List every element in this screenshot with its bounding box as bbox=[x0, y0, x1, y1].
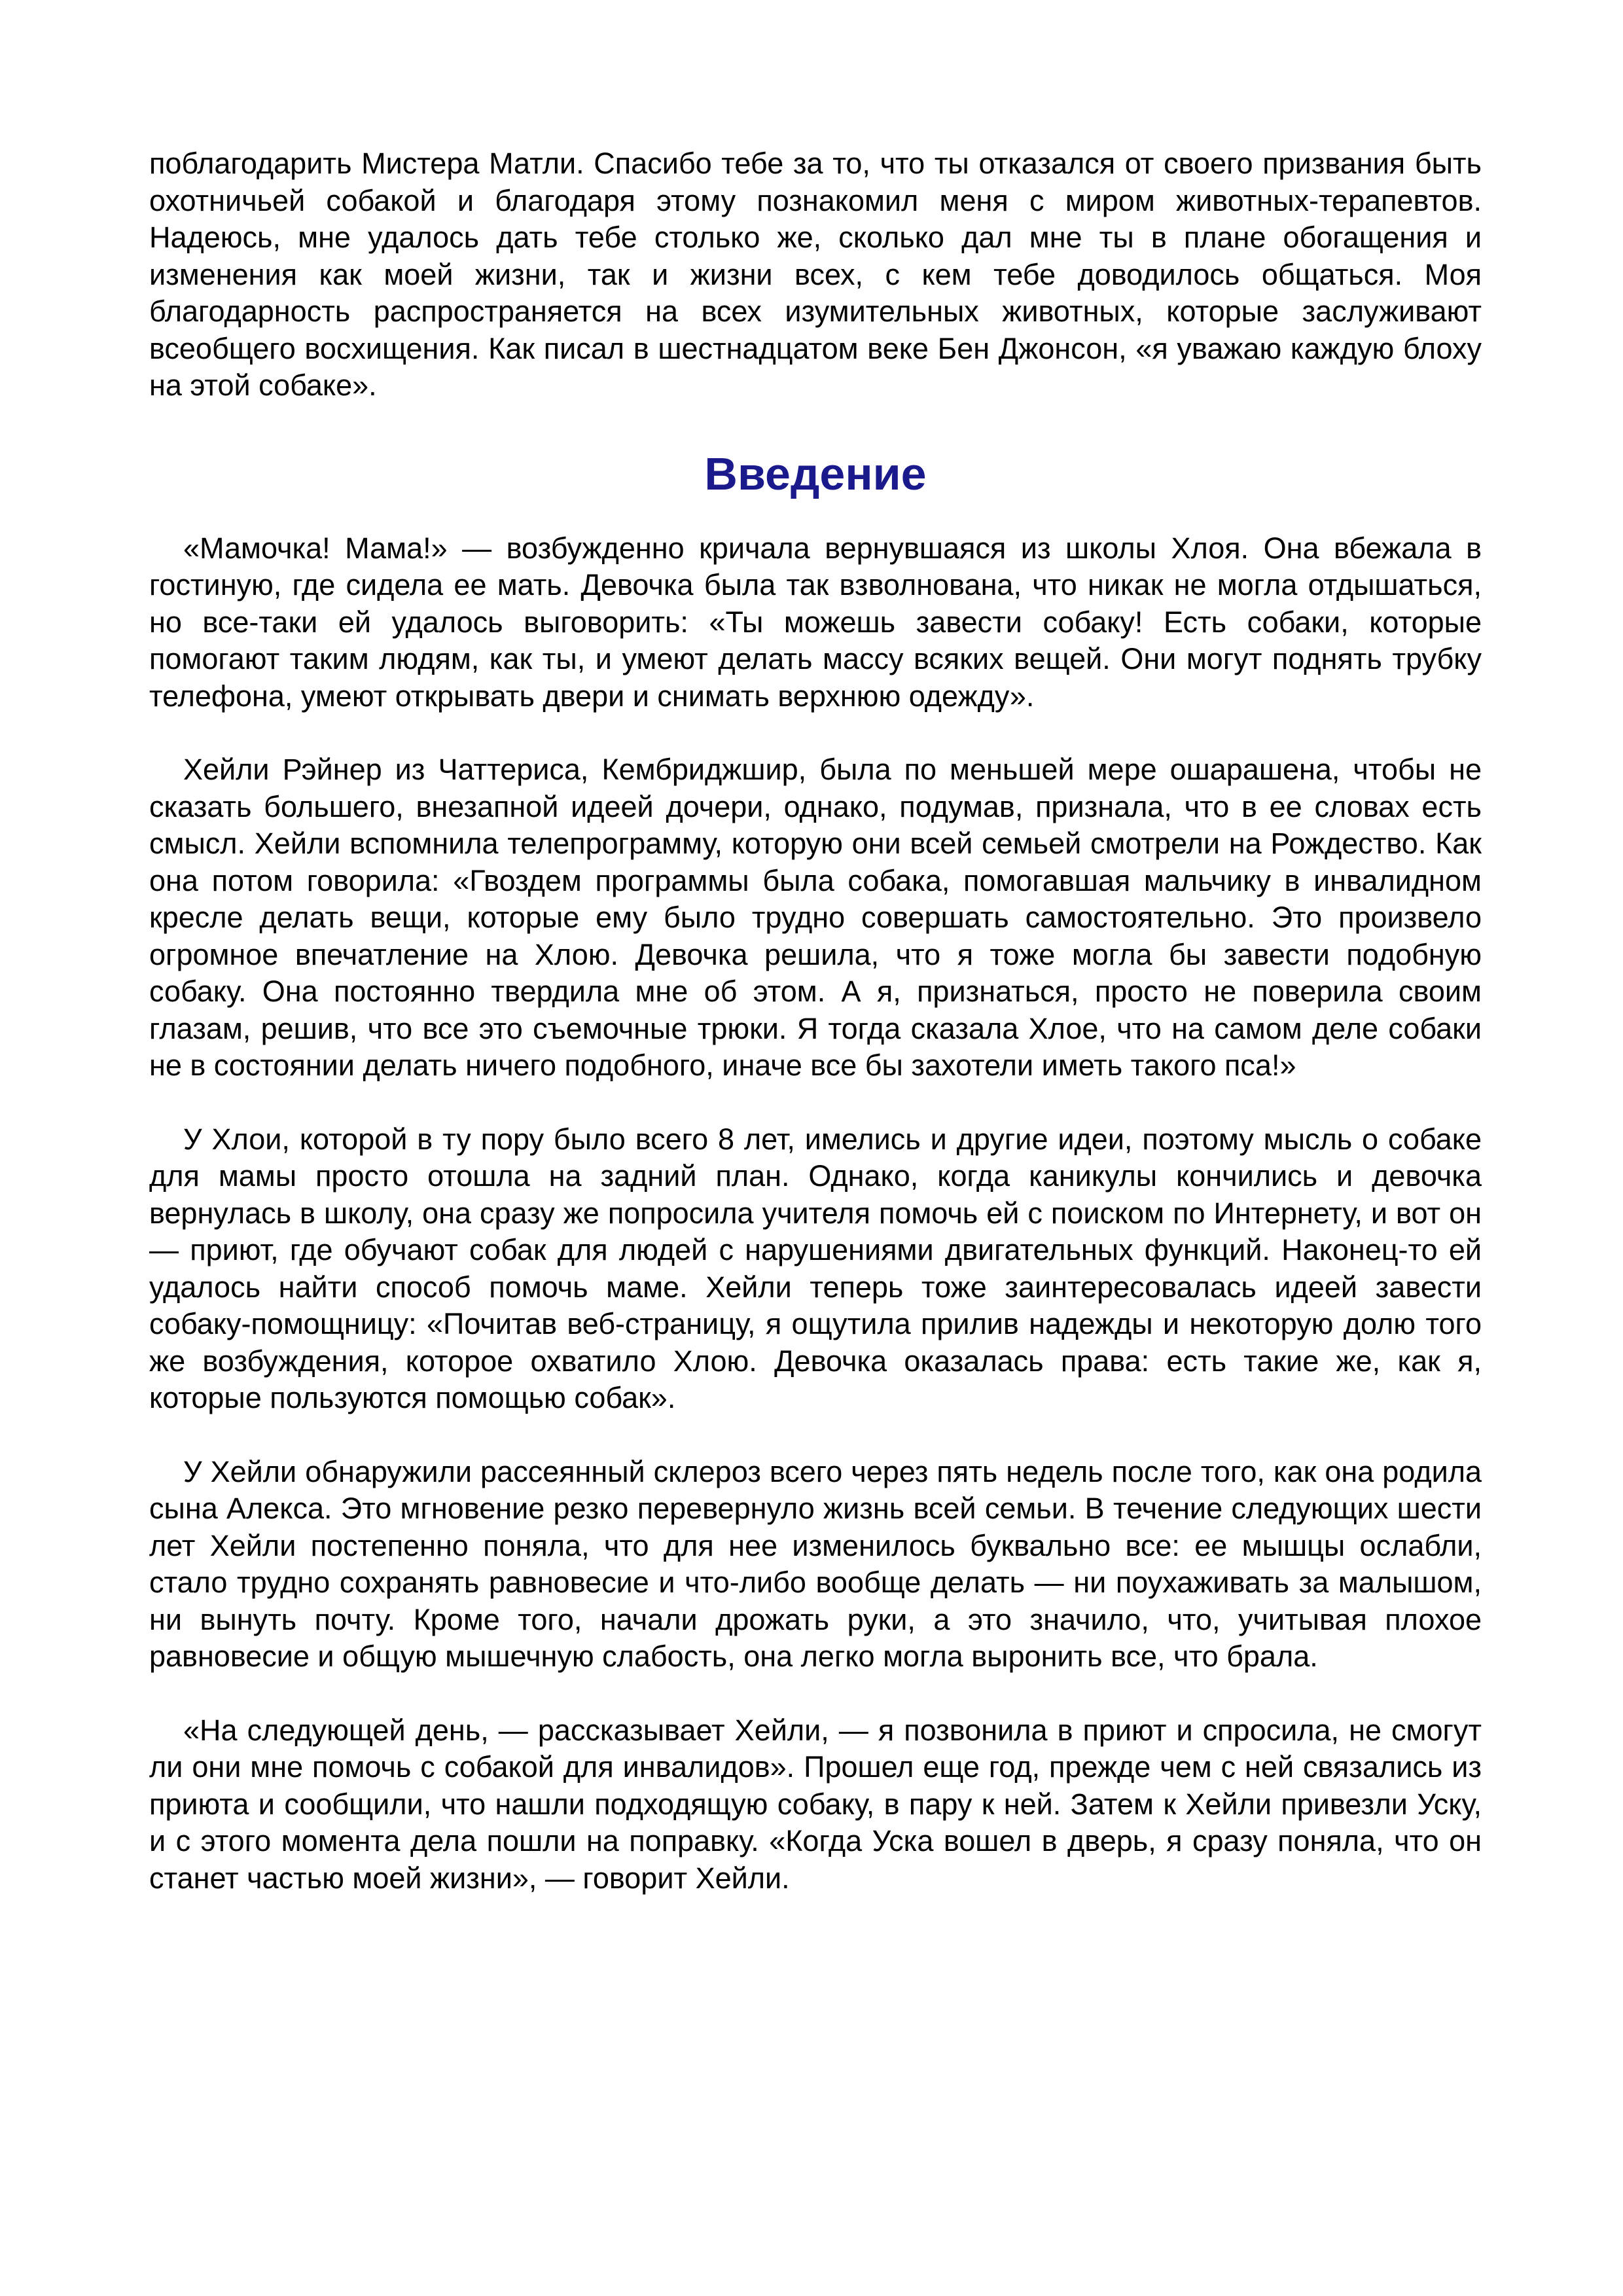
section-paragraph-3: У Хлои, которой в ту пору было всего 8 лет, имелись и другие идеи, поэтому мысль о собаке для мамы просто отошла на задний план. Однако, когда каникулы кончились и девочка вернулась в школу, она сразу же попросила учителя помочь ей с поиском по Интернету, и вот он — приют, где обучают собак для людей с нарушениями двигательных функций. Наконец-то ей удалось найти способ помочь маме. Хейли теперь тоже заинтересовалась идеей завести собаку-помощницу: «Почитав веб-страницу, я ощутила прилив надежды и некоторую долю того же возбуждения, которое охватило Хлою. Девочка оказалась права: есть такие же, как я, которые пользуются помощью собак». bbox=[149, 1122, 1482, 1414]
section-paragraph-1: «Мамочка! Мама!» — возбужденно кричала вернувшаяся из школы Хлоя. Она вбежала в гостиную, где сидела ее мать. Девочка была так взволнована, что никак не могла отдышаться, но все-таки ей удалось выговорить: «Ты можешь завести собаку! Есть собаки, которые помогают таким людям, как ты, и умеют делать массу всяких вещей. Они могут поднять трубку телефона, умеют открывать двери и снимать верхнюю одежду». bbox=[149, 531, 1482, 713]
section-paragraph-5: «На следующей день, — рассказывает Хейли, — я позвонила в приют и спросила, не смогут ли они мне помочь с собакой для инвалидов». Прошел еще год, прежде чем с ней связались из приюта и сообщили, что нашли подходящую собаку, в пару к ней. Затем к Хейли привезли Уску, и с этого момента дела пошли на поправку. «Когда Уска вошел в дверь, я сразу поняла, что он станет частью моей жизни», — говорит Хейли. bbox=[149, 1713, 1482, 1895]
section-paragraph-4: У Хейли обнаружили рассеянный склероз всего через пять недель после того, как она родила сына Алекса. Это мгновение резко перевернуло жизнь всей семьи. В течение следующих шести лет Хейли постепенно поняла, что для нее изменилось буквально все: ее мышцы ослабли, стало трудно сохранять равновесие и что-либо вообще делать — ни поухаживать за малышом, ни вынуть почту. Кроме того, начали дрожать руки, а это значило, что, учитывая плохое равновесие и общую мышечную слабость, она легко могла выронить все, что брала. bbox=[149, 1454, 1482, 1673]
intro-paragraph: поблагодарить Мистера Матли. Спасибо тебе за то, что ты отказался от своего призвания быть охотничьей собакой и благодаря этому познакомил меня с миром животных-терапевтов. Надеюсь, мне удалось дать тебе столько же, сколько дал мне ты в плане обогащения и изменения как моей жизни, так и жизни всех, с кем тебе доводилось общаться. Моя благодарность распространяется на всех изумительных животных, которые заслуживают всеобщего восхищения. Как писал в шестнадцатом веке Бен Джонсон, «я уважаю каждую блоху на этой собаке». bbox=[149, 147, 1482, 402]
section-paragraph-2: Хейли Рэйнер из Чаттериса, Кембриджшир, была по меньшей мере ошарашена, чтобы не сказать большего, внезапной идеей дочери, однако, подумав, признала, что в ее словах есть смысл. Хейли вспомнила телепрограмму, которую они всей семьей смотрели на Рождество. Как она потом говорила: «Гвоздем программы была собака, помогавшая мальчику в инвалидном кресле делать вещи, которые ему было трудно совершать самостоятельно. Это произвело огромное впечатление на Хлою. Девочка решила, что я тоже могла бы завести подобную собаку. Она постоянно твердила мне об этом. А я, признаться, просто не поверила своим глазам, решив, что все это съемочные трюки. Я тогда сказала Хлое, что на самом деле собаки не в состоянии делать ничего подобного, иначе все бы захотели иметь такого пса!» bbox=[149, 753, 1482, 1082]
document-page bbox=[149, 145, 1482, 1897]
section-title: Введение bbox=[704, 448, 927, 499]
